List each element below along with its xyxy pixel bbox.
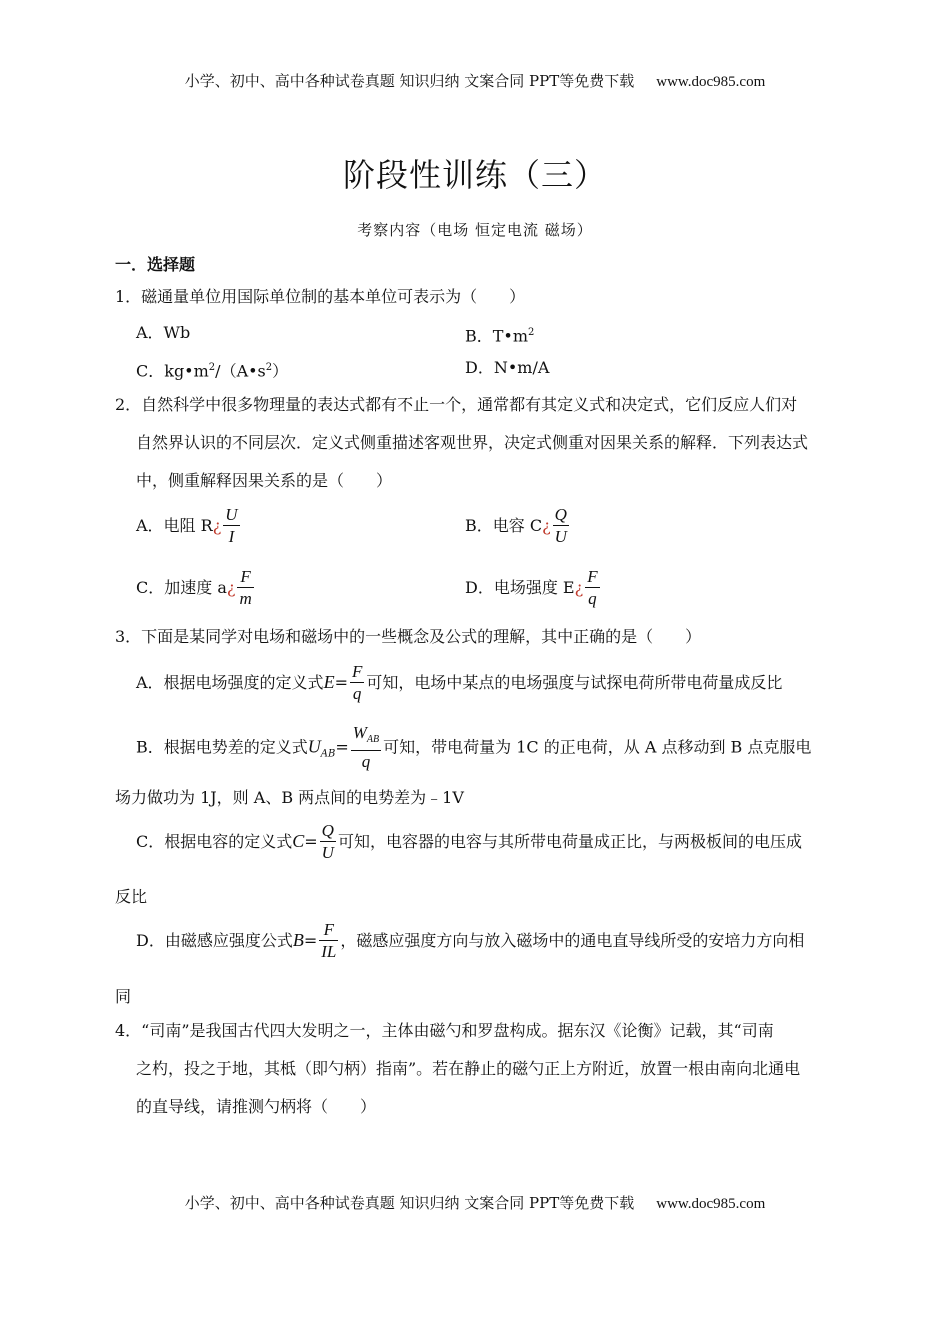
q2-line-2: 自然界认识的不同层次．定义式侧重描述客观世界，决定式侧重对因果关系的解释．下列表达式 bbox=[136, 433, 809, 452]
page-footer bbox=[0, 1192, 950, 1213]
fraction-denominator: U bbox=[554, 527, 567, 546]
q2-line-1: 2．自然科学中很多物理量的表达式都有不止一个，通常都有其定义式和决定式，它们反应人们对 bbox=[115, 395, 798, 414]
q3-option-b-post: 可知，带电荷量为 1C 的正电荷，从 A 点移动到 B 点克服电 bbox=[383, 737, 812, 757]
q3-option-d-fraction bbox=[319, 920, 338, 963]
q1-option-a: A．Wb bbox=[136, 323, 191, 342]
q2-option-d-mark: ¿ bbox=[574, 578, 584, 597]
fraction-denominator: q bbox=[352, 684, 362, 703]
q3-option-d-eq: = bbox=[303, 931, 318, 950]
q3-option-d bbox=[136, 920, 804, 963]
q3-option-c-fraction bbox=[320, 821, 336, 864]
fraction-denominator: U bbox=[321, 843, 334, 862]
fraction-numerator: F bbox=[587, 567, 598, 586]
q1-option-c-sup1: 2 bbox=[208, 362, 216, 373]
q3-option-c bbox=[136, 821, 802, 864]
q3-option-b-fraction bbox=[351, 723, 381, 773]
fraction-numerator-var: W bbox=[352, 723, 367, 742]
q3-option-c-eq: = bbox=[304, 832, 318, 851]
fraction-denominator: m bbox=[239, 589, 252, 608]
q3-option-a-eq: = bbox=[334, 673, 348, 692]
q3-option-c-post: 可知，电容器的电容与其所带电荷量成正比，与两极板间的电压成 bbox=[337, 832, 802, 851]
q3-option-b-line-2: 场力做功为 1J，则 A、B 两点间的电势差为﹣1V bbox=[115, 788, 464, 807]
q3-stem: 3．下面是某同学对电场和磁场中的一些概念及公式的理解，其中正确的是（ ） bbox=[115, 627, 702, 646]
q1-option-c-post: ） bbox=[272, 361, 289, 381]
q3-option-a-post: 可知，电场中某点的电场强度与试探电荷所带电荷量成反比 bbox=[366, 673, 783, 692]
q3-option-b-pre: B．根据电势差的定义式 bbox=[136, 737, 308, 757]
q1-option-b bbox=[465, 323, 534, 346]
q2-option-c-text: C．加速度 a bbox=[136, 578, 227, 597]
q3-option-d-line-2: 同 bbox=[115, 987, 132, 1006]
q4-line-2: 之杓，投之于地，其柢（即勺柄）指南”。若在静止的磁勺正上方附近，放置一根由南向北通电 bbox=[136, 1059, 801, 1078]
q2-option-d-text: D．电场强度 E bbox=[465, 578, 575, 597]
q3-option-b-sub: AB bbox=[320, 748, 336, 760]
footer-site: www.doc985.com bbox=[656, 1196, 766, 1212]
q2-option-b bbox=[465, 505, 571, 548]
q3-option-a-pre: A．根据电场强度的定义式 bbox=[136, 673, 324, 692]
page-header bbox=[0, 70, 950, 91]
footer-text: 小学、初中、高中各种试卷真题 知识归纳 文案合同 PPT等免费下载 bbox=[184, 1194, 635, 1212]
q3-option-b bbox=[136, 723, 811, 773]
q1-option-b-sup: 2 bbox=[528, 327, 535, 338]
q3-option-c-line-2: 反比 bbox=[115, 887, 148, 906]
fraction-denominator: q bbox=[588, 589, 597, 608]
q1-option-c bbox=[136, 358, 288, 381]
q2-option-a-mark: ¿ bbox=[212, 516, 222, 535]
q3-option-a bbox=[136, 662, 782, 705]
fraction-numerator: F bbox=[351, 662, 363, 681]
section-heading: 一．选择题 bbox=[115, 255, 196, 274]
fraction-denominator: I bbox=[228, 527, 235, 546]
q3-option-d-var: B bbox=[292, 930, 304, 950]
header-text: 小学、初中、高中各种试卷真题 知识归纳 文案合同 PPT等免费下载 bbox=[184, 72, 635, 90]
q3-option-b-eq: = bbox=[335, 737, 349, 757]
q1-option-c-pre: C．kg•m bbox=[136, 361, 209, 381]
q2-option-d bbox=[465, 567, 602, 610]
q2-option-c-fraction bbox=[237, 567, 253, 610]
q3-option-a-fraction bbox=[350, 662, 364, 705]
fraction-numerator-sub: AB bbox=[366, 734, 380, 745]
q3-option-c-var: C bbox=[292, 831, 305, 851]
q2-option-b-fraction bbox=[553, 505, 569, 548]
q4-line-3: 的直导线，请推测勺柄将（ ） bbox=[136, 1097, 377, 1116]
q2-option-c-mark: ¿ bbox=[226, 578, 236, 597]
q1-stem: 1．磁通量单位用国际单位制的基本单位可表示为（ ） bbox=[115, 287, 526, 306]
q1-option-d: D．N•m/A bbox=[465, 358, 550, 377]
fraction-denominator: q bbox=[361, 752, 371, 771]
q1-option-c-sup2: 2 bbox=[265, 362, 273, 373]
fraction-numerator: Q bbox=[321, 821, 334, 840]
fraction-numerator: U bbox=[225, 505, 238, 524]
q2-line-3: 中，侧重解释因果关系的是（ ） bbox=[136, 471, 393, 490]
page-title: 阶段性训练（三） bbox=[342, 156, 607, 194]
q3-option-a-var: E bbox=[323, 672, 335, 692]
fraction-numerator bbox=[351, 723, 381, 751]
q3-option-c-pre: C．根据电容的定义式 bbox=[136, 832, 293, 851]
q1-option-c-mid: /（A•s bbox=[215, 361, 266, 381]
q4-line-1: 4．“司南”是我国古代四大发明之一，主体由磁勺和罗盘构成。据东汉《论衡》记载，其“司南 bbox=[115, 1021, 774, 1040]
page-subtitle: 考察内容（电场 恒定电流 磁场） bbox=[357, 221, 593, 239]
q2-option-d-fraction bbox=[585, 567, 599, 610]
fraction-numerator: F bbox=[237, 567, 253, 588]
q2-option-a-text: A．电阻 R bbox=[136, 516, 213, 535]
q1-option-b-text: B．T•m bbox=[465, 326, 529, 346]
q3-option-d-pre: D．由磁感应强度公式 bbox=[136, 931, 293, 950]
q3-option-d-post: ，磁感应强度方向与放入磁场中的通电直导线所受的安培力方向相 bbox=[340, 931, 805, 950]
fraction-numerator: F bbox=[319, 920, 338, 941]
q2-option-b-mark: ¿ bbox=[542, 516, 551, 535]
header-site: www.doc985.com bbox=[656, 74, 766, 90]
q2-option-c bbox=[136, 567, 256, 610]
fraction-numerator: Q bbox=[554, 505, 567, 524]
q3-option-b-var: U bbox=[307, 736, 321, 757]
q2-option-a-fraction bbox=[223, 505, 239, 548]
fraction-denominator: IL bbox=[321, 942, 337, 961]
q2-option-b-text: B．电容 C bbox=[465, 516, 543, 535]
q2-option-a bbox=[136, 505, 242, 548]
